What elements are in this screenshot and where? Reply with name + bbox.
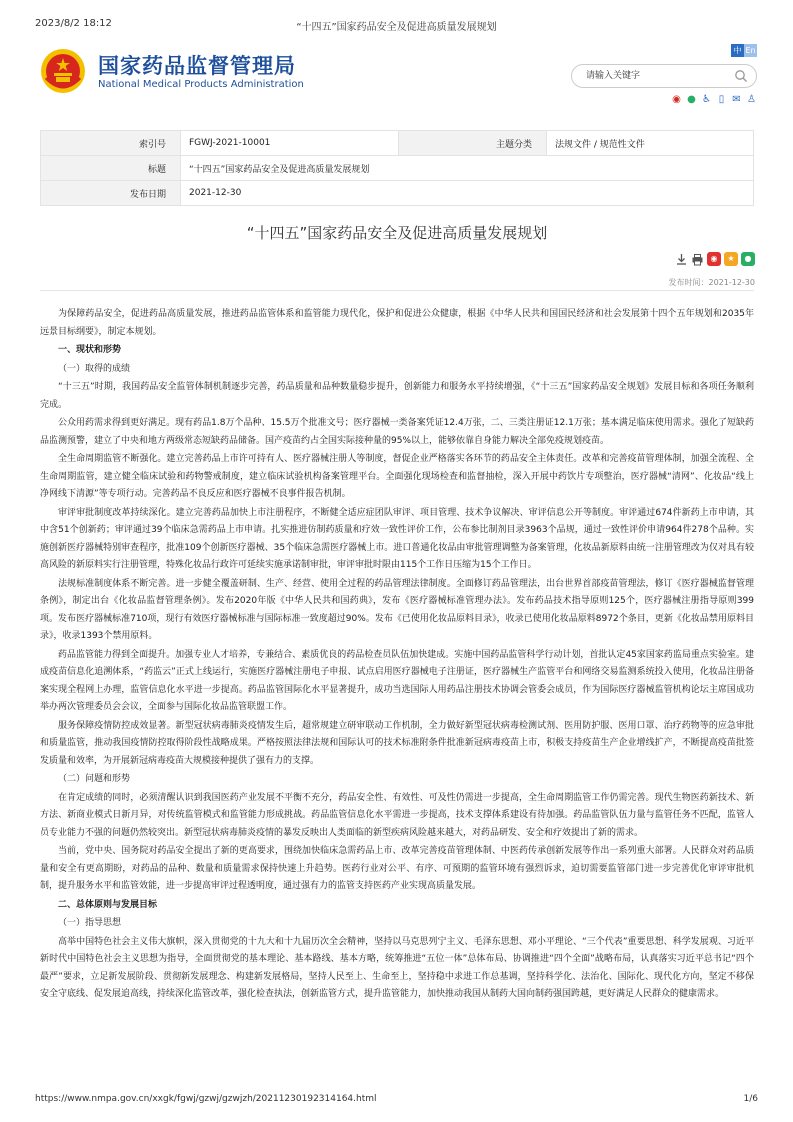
- meta-date-label: 发布日期: [41, 181, 181, 206]
- article-title: “十四五”国家药品安全及促进高质量发展规划: [246, 224, 548, 242]
- document-meta-table: [40, 130, 754, 206]
- print-header: [35, 18, 758, 32]
- weibo-icon[interactable]: ◉: [672, 94, 681, 105]
- section-heading: 二、总体原则与发展目标: [58, 899, 158, 910]
- paragraph: 药品监管能力得到全面提升。加强专业人才培养，专兼结合、素质优良的药品检查员队伍加快建成。实施中国药品监管科学行动计划，首批认定45家国家药监局重点实验室。建成疫苗信息化追溯体系，“药监云”正式上线运行，实施医疗器械注册电子申报、试点启用医疗器械电子注册证，医疗器械生产监管平台和网络交易监测系统投入使用，化妆品注册备案实现全程网上办理，监管信息化水平进一步提高。药品监管国际化水平显著提升，成功当选国际人用药品注册技术协调会管委会成员，作为国际医疗器械监管机构论坛主席国成功举办两次管理委员会会议，全面参与国际化妆品监管联盟工作。: [40, 649, 754, 712]
- section-heading: 一、现状和形势: [58, 345, 122, 355]
- lang-en-button[interactable]: En: [745, 46, 756, 55]
- meta-index-value: FGWJ-2021-10001: [181, 131, 399, 156]
- subsection-heading: （一）取得的成绩: [58, 363, 131, 374]
- print-footer: [35, 1094, 758, 1106]
- meta-category-value: 法规文件 / 规范性文件: [547, 131, 754, 156]
- paragraph: 当前，党中央、国务院对药品安全提出了新的更高要求，围绕加快临床急需药品上市、改革完善疫苗管理体制、中医药传承创新发展等作出一系列重大部署。人民群众对药品质量和安全有更高期盼，对药品的品种、数量和质量需求保持快速上升趋势。医药行业对公平、有序、可预期的监管环境有强烈诉求，迫切需要监管部门进一步完善优化审评审批机制，提升服务水平和监管效能，进一步提高审评过程透明度，通过强有力的监管支持医药产业实现高质量发展。: [40, 846, 754, 891]
- site-name-en[interactable]: National Medical Products Administration: [98, 79, 304, 90]
- weibo-share-icon[interactable]: ◉: [707, 252, 721, 266]
- paragraph: 全生命周期监管不断强化。建立完善药品上市许可持有人、医疗器械注册人等制度，督促企业严格落实各环节的药品安全主体责任。改革和完善疫苗管理体制，加强全流程、全生命周期监管，建立健全临床试验和药物警戒制度，建立临床试验机构备案管理平台。全面强化现场检查和监督抽检，深入开展中药饮片专项整治，医疗器械“清网”、化妆品“线上净网线下清源”等专项行动。完善药品不良反应和医疗器械不良事件报告机制。: [40, 454, 754, 499]
- search-icon[interactable]: [734, 69, 748, 83]
- print-page-number: 1/6: [743, 1094, 758, 1104]
- national-emblem-icon[interactable]: [40, 48, 86, 94]
- meta-title-label: 标题: [41, 156, 181, 181]
- meta-index-label: 索引号: [41, 131, 181, 156]
- article-tools: [675, 252, 755, 266]
- favorite-star-icon[interactable]: ★: [724, 252, 738, 266]
- site-header: [40, 44, 757, 110]
- download-icon[interactable]: [675, 253, 688, 266]
- meta-title-value: “十四五”国家药品安全及促进高质量发展规划: [181, 156, 754, 181]
- print-datetime: 2023/8/2 18:12: [35, 18, 112, 29]
- paragraph: “十三五”时期，我国药品安全监管体制机制逐步完善，药品质量和品种数量稳步提升，创新能力和服务水平持续增强，《“十三五”国家药品安全规划》发展目标和各项任务顺利完成。: [40, 382, 754, 410]
- meta-date-value: 2021-12-30: [181, 181, 754, 206]
- user-icon[interactable]: ♙: [747, 94, 756, 105]
- language-switch: [731, 44, 757, 57]
- paragraph: 在肯定成绩的同时，必须清醒认识到我国医药产业发展不平衡不充分，药品安全性、有效性、可及性仍需进一步提高，全生命周期监管工作仍需完善。现代生物医药新技术、新方法、新商业模式日新月异，对传统监管模式和监管能力形成挑战。药品监管信息化水平需进一步提高，技术支撑体系建设有待加强。药品监管队伍力量与监管任务不匹配，监管人员专业能力不强的问题仍然较突出。新型冠状病毒肺炎疫情的暴发反映出人类面临的新型疾病风险越来越大，对药品研发、安全和疗效提出了新的需求。: [40, 792, 754, 838]
- lang-zh-button[interactable]: 中: [731, 44, 744, 57]
- wechat-share-icon[interactable]: ●: [741, 252, 755, 266]
- wechat-icon[interactable]: ●: [687, 94, 696, 105]
- elderly-mode-icon[interactable]: ▯: [718, 94, 725, 105]
- paragraph: 为保障药品安全，促进药品高质量发展，推进药品监管体系和监管能力现代化，保护和促进公众健康，根据《中华人民共和国国民经济和社会发展第十四个五年规划和2035年远景目标纲要》，制定本规划。: [40, 309, 754, 337]
- print-icon[interactable]: [691, 253, 704, 266]
- site-name-cn[interactable]: 国家药品监督管理局: [98, 54, 296, 78]
- share-icons: [671, 94, 757, 105]
- subsection-heading: （一）指导思想: [58, 918, 122, 928]
- accessibility-icon[interactable]: ♿: [702, 94, 711, 105]
- article-content: [40, 306, 754, 1005]
- subsection-heading: （二）问题和形势: [58, 774, 131, 784]
- paragraph: 服务保障疫情防控成效显著。新型冠状病毒肺炎疫情发生后，超常规建立研审联动工作机制，全力做好新型冠状病毒检测试剂、医用防护服、医用口罩、治疗药物等的应急审批和质量监管，推动我国疫情防控取得阶段性战略成果。严格按照法律法规和国际认可的技术标准附条件批准新冠病毒疫苗上市，积极支持疫苗生产企业增线扩产，不断提高疫苗批签发质量和效率，为开展新冠病毒疫苗大规模接种提供了强有力的支撑。: [40, 720, 754, 766]
- paragraph: 法规标准制度体系不断完善。进一步健全覆盖研制、生产、经营、使用全过程的药品管理法律制度。全面修订药品管理法，出台世界首部疫苗管理法，修订《医疗器械监督管理条例》，制定出台《化妆品监督管理条例》。发布2020年版《中华人民共和国药典》，发布《医疗器械标准管理办法》。发布药品技术指导原则125个，医疗器械注册指导原则399项。发布医疗器械标准710项，现行有效医疗器械标准与国际标准一致度超过90%。发布《已使用化妆品原料目录》，收录已使用化妆品原料8972个条目，更新《化妆品禁用原料目录》，收录1393个禁用原料。: [40, 578, 754, 641]
- search-box: [571, 64, 757, 88]
- paragraph: 公众用药需求得到更好满足。现有药品1.8万个品种、15.5万个批准文号；医疗器械一类备案凭证12.4万张，二、三类注册证12.1万张；基本满足临床使用需求。强化了短缺药品监测预警，建立了中央和地方两级常态短缺药品储备。国产疫苗约占全国实际接种量的95%以上，能够依靠自身能力解决全部免疫规划疫苗。: [40, 418, 754, 446]
- mail-icon[interactable]: ✉: [732, 94, 741, 105]
- paragraph: 高举中国特色社会主义伟大旗帜，深入贯彻党的十九大和十九届历次全会精神，坚持以马克思列宁主义、毛泽东思想、邓小平理论、“三个代表”重要思想、科学发展观、习近平新时代中国特色社会主义思想为指导，全面贯彻党的基本理论、基本路线、基本方略，统筹推进“五位一体”总体布局、协调推进“四个全面”战略布局，认真落实习近平总书记“四个最严”要求，立足新发展阶段、贯彻新发展理念、构建新发展格局，坚持人民至上、生命至上，坚持稳中求进工作总基调，坚持科学化、法治化、国际化、现代化方向，坚定不移保安全守底线、促发展追高线，持续深化监管改革，强化检查执法，创新监管方式，提升监管能力，加快推动我国从制药大国向制药强国跨越，更好满足人民群众的健康需求。: [40, 936, 754, 999]
- divider: [40, 290, 754, 291]
- publish-date: 发布时间：2021-12-30: [668, 278, 755, 287]
- print-url: https://www.nmpa.gov.cn/xxgk/fgwj/gzwj/gzwjzh/20211230192314164.html: [35, 1094, 377, 1104]
- paragraph: 审评审批制度改革持续深化。建立完善药品加快上市注册程序，不断健全适应症团队审评、项目管理、技术争议解决、审评信息公开等制度。审评通过674件新药上市申请，其中含51个创新药；审评通过39个临床急需药品上市申请。扎实推进仿制药质量和疗效一致性评价工作，公布参比制剂目录3963个品规，通过一致性评价申请964件278个品种。实施创新医疗器械特别审查程序，批准109个创新医疗器械、35个临床急需医疗器械上市。进口普通化妆品由审批管理调整为备案管理，化妆品新原料由统一注册管理改为仅对具有较高风险的新原料实行注册管理，特殊化妆品行政许可延续实施承诺制审批，审评审批时限由115个工作日压缩为15个工作日。: [40, 507, 754, 570]
- search-input[interactable]: [586, 69, 726, 83]
- meta-category-label: 主题分类: [399, 131, 547, 156]
- print-doc-title: “十四五”国家药品安全及促进高质量发展规划: [296, 22, 497, 33]
